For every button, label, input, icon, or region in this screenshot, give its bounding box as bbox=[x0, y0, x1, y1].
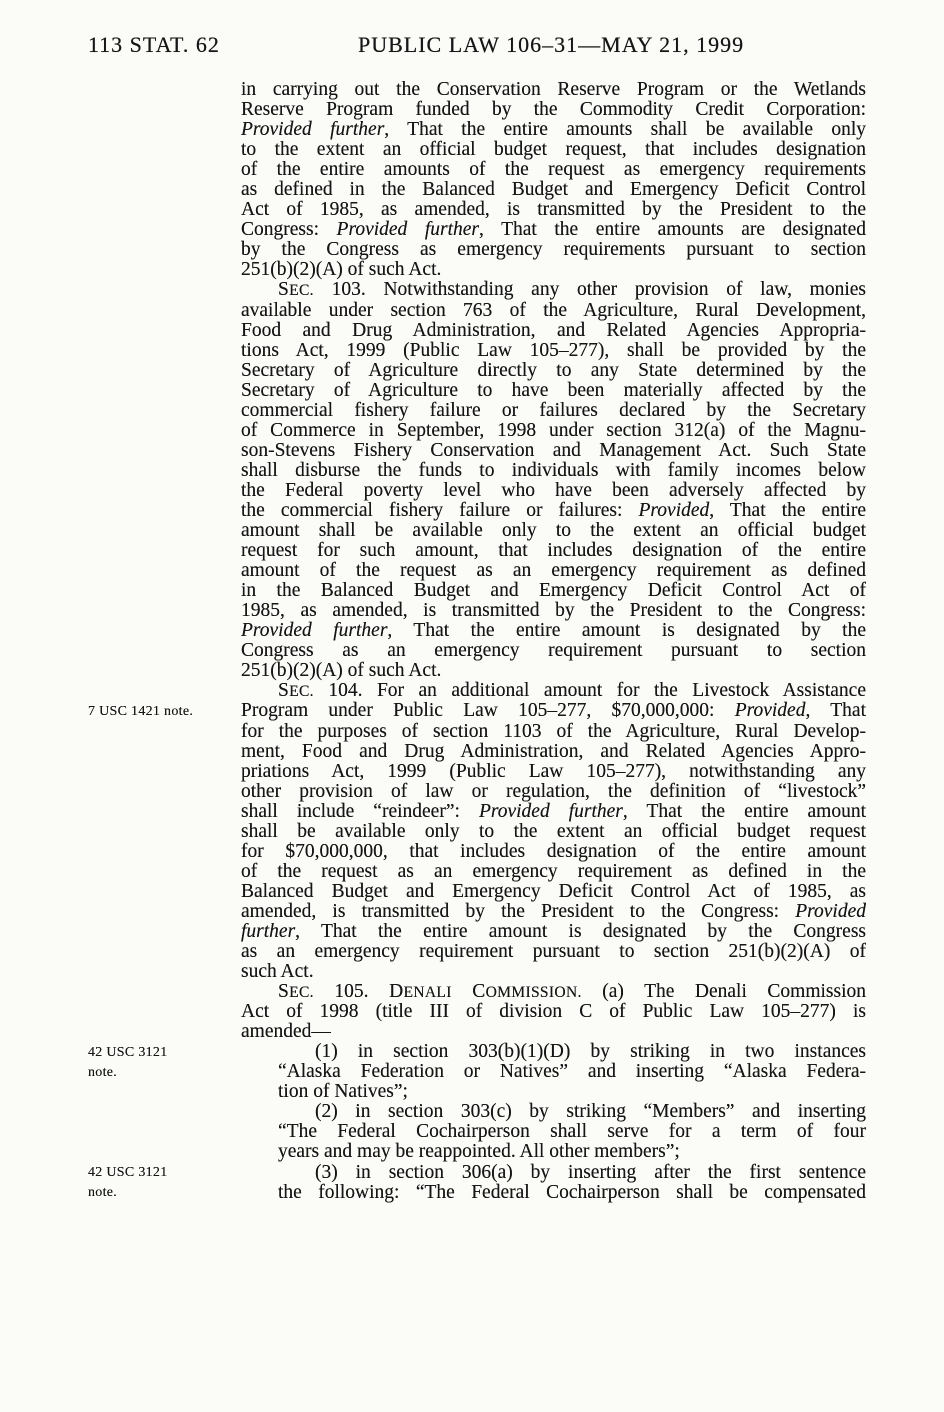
text-line bbox=[241, 1022, 866, 1042]
text-line bbox=[241, 902, 866, 922]
text-segment: years and may be reappointed. All other members”; bbox=[278, 1142, 680, 1163]
text-line bbox=[241, 922, 866, 942]
section-104-paragraph bbox=[241, 681, 866, 982]
text-line bbox=[241, 501, 866, 521]
text-line bbox=[241, 742, 866, 762]
text-line bbox=[241, 100, 866, 120]
small-caps-text: SEC. bbox=[278, 681, 314, 702]
amendment-item-3 bbox=[241, 1163, 866, 1203]
text-segment: as defined in the Balanced Budget and Emergency Deficit Control bbox=[241, 180, 866, 201]
text-segment: Food and Drug Administration, and Related Agencies Appropria- bbox=[241, 320, 866, 341]
text-line bbox=[241, 461, 866, 481]
text-line bbox=[241, 561, 866, 581]
text-segment: (1) in section 303(b)(1)(D) by striking in two instances bbox=[315, 1042, 866, 1063]
italic-text: Provided bbox=[638, 500, 710, 521]
text-line bbox=[241, 982, 866, 1002]
text-line bbox=[241, 260, 866, 280]
text-segment: as an emergency requirement pursuant to section 251(b)(2)(A) of bbox=[241, 942, 866, 963]
text-segment: 1985, as amended, is transmitted by the President to the Congress: bbox=[241, 601, 866, 622]
text-segment: of Commerce in September, 1998 under section 312(a) of the Magnu- bbox=[241, 420, 866, 441]
text-segment: 103. Notwithstanding any other provision of law, monies bbox=[313, 280, 866, 301]
text-line bbox=[241, 140, 866, 160]
margin-note-42-usc-3121-second bbox=[88, 1163, 168, 1203]
text-segment: request for such amount, that includes designation of the entire bbox=[241, 541, 866, 562]
text-segment: amended, is transmitted by the President to the Congress: bbox=[241, 901, 796, 922]
text-line bbox=[241, 120, 866, 140]
text-segment: Congress: bbox=[241, 220, 337, 241]
text-segment: Act of 1998 (title III of division C of Public Law 105–277) is bbox=[241, 1002, 866, 1023]
text-line bbox=[241, 421, 866, 441]
text-segment: amount of the request as an emergency requirement as defined bbox=[241, 561, 866, 582]
text-segment: the commercial fishery failure or failures: bbox=[241, 500, 639, 521]
text-segment: tions Act, 1999 (Public Law 105–277), shall be provided by the bbox=[241, 340, 866, 361]
text-line bbox=[241, 782, 866, 802]
text-segment: , That the entire amount is designated by the bbox=[387, 621, 866, 642]
small-caps-text: COMMISSION. bbox=[472, 982, 582, 1003]
text-segment: of the entire amounts of the request as emergency requirements bbox=[241, 160, 866, 181]
text-segment: , That the entire amount bbox=[622, 801, 866, 822]
text-line bbox=[278, 1042, 866, 1062]
text-line bbox=[241, 381, 866, 401]
italic-text: Provided further bbox=[336, 220, 480, 241]
text-segment: Balanced Budget and Emergency Deficit Control Act of 1985, as bbox=[241, 881, 866, 902]
text-line bbox=[241, 1002, 866, 1022]
text-segment: , That bbox=[805, 701, 866, 722]
margin-note-line: note. bbox=[88, 1185, 118, 1201]
italic-text: Provided further bbox=[241, 621, 388, 642]
text-segment: “The Federal Cochairperson shall serve for a term of four bbox=[278, 1122, 866, 1143]
text-line bbox=[241, 280, 866, 300]
text-segment: amount shall be available only to the extent an official budget bbox=[241, 521, 866, 542]
text-segment bbox=[452, 982, 473, 1002]
text-segment: Secretary of Agriculture to have been materially affected by the bbox=[241, 380, 866, 401]
text-segment: (2) in section 303(c) by striking “Members” and inserting bbox=[315, 1102, 866, 1123]
text-segment: shall be available only to the extent an official budget request bbox=[241, 821, 866, 842]
text-line bbox=[241, 80, 866, 100]
text-segment: , That the entire bbox=[709, 500, 866, 521]
section-103-paragraph bbox=[241, 280, 866, 681]
text-line bbox=[241, 200, 866, 220]
text-segment: ment, Food and Drug Administration, and Related Agencies Appro- bbox=[241, 741, 866, 762]
text-line bbox=[241, 962, 866, 982]
small-caps-text: SEC. bbox=[278, 280, 314, 301]
text-segment: Congress as an emergency requirement pursuant to section bbox=[241, 641, 866, 662]
text-segment: in carrying out the Conservation Reserve Program or the Wetlands bbox=[241, 80, 866, 100]
amendment-item-2 bbox=[241, 1102, 866, 1162]
text-segment: 251(b)(2)(A) of such Act. bbox=[241, 661, 442, 682]
italic-text: Provided bbox=[734, 701, 806, 722]
text-line bbox=[278, 1122, 866, 1142]
text-segment: to the extent an official budget request, that includes designation bbox=[241, 140, 866, 161]
text-segment: by the Congress as emergency requirements pursuant to section bbox=[241, 240, 866, 261]
text-line bbox=[241, 341, 866, 361]
text-segment: such Act. bbox=[241, 962, 314, 983]
continued-paragraph bbox=[241, 80, 866, 280]
body-text-column bbox=[241, 80, 866, 1203]
small-caps-text: SEC. bbox=[278, 982, 314, 1003]
text-segment: , That the entire amount is designated by the Congress bbox=[295, 921, 866, 942]
text-line bbox=[241, 481, 866, 501]
text-segment: Act of 1985, as amended, is transmitted by the President to the bbox=[241, 200, 866, 221]
text-line bbox=[241, 401, 866, 421]
text-segment: (3) in section 306(a) by inserting after the first sentence bbox=[315, 1162, 866, 1183]
text-segment: son-Stevens Fishery Conservation and Management Act. Such State bbox=[241, 440, 866, 461]
text-segment: the Federal poverty level who have been adversely affected by bbox=[241, 480, 866, 501]
text-line bbox=[241, 361, 866, 381]
margin-note-42-usc-3121 bbox=[88, 1043, 168, 1083]
amendment-item-1 bbox=[241, 1042, 866, 1102]
text-line bbox=[241, 581, 866, 601]
text-segment: available under section 763 of the Agriculture, Rural Development, bbox=[241, 300, 866, 321]
statute-page-number: 113 STAT. 62 bbox=[88, 32, 220, 57]
text-line bbox=[241, 681, 866, 701]
text-line bbox=[241, 220, 866, 240]
text-line bbox=[241, 301, 866, 321]
italic-text: Provided further bbox=[241, 120, 385, 141]
text-segment: (a) The Denali Commission bbox=[581, 982, 866, 1003]
text-segment: 104. For an additional amount for the Livestock Assistance bbox=[313, 681, 866, 702]
text-line bbox=[241, 842, 866, 862]
margin-note-line: 42 USC 3121 bbox=[88, 1165, 168, 1180]
text-segment: “Alaska Federation or Natives” and inserting “Alaska Federa- bbox=[278, 1062, 866, 1083]
text-line bbox=[241, 822, 866, 842]
text-line bbox=[241, 762, 866, 782]
text-line bbox=[241, 862, 866, 882]
text-segment: , That the entire amounts shall be available only bbox=[384, 120, 866, 141]
text-line bbox=[278, 1163, 866, 1183]
text-segment: in the Balanced Budget and Emergency Deficit Control Act of bbox=[241, 581, 866, 602]
text-line bbox=[241, 722, 866, 742]
text-segment: shall disburse the funds to individuals with family incomes below bbox=[241, 460, 866, 481]
text-segment: other provision of law or regulation, the definition of “livestock” bbox=[241, 781, 866, 802]
text-line bbox=[278, 1102, 866, 1122]
text-segment: the following: “The Federal Cochairperson shall be compensated bbox=[278, 1182, 866, 1203]
italic-text: further bbox=[241, 921, 296, 942]
text-segment: priations Act, 1999 (Public Law 105–277), notwithstanding any bbox=[241, 761, 866, 782]
text-line bbox=[241, 180, 866, 200]
text-segment: Reserve Program funded by the Commodity Credit Corporation: bbox=[241, 100, 866, 121]
text-segment: amended— bbox=[241, 1022, 331, 1043]
text-segment: Secretary of Agriculture directly to any State determined by the bbox=[241, 360, 866, 381]
text-segment: of the request as an emergency requirement as defined in the bbox=[241, 861, 866, 882]
italic-text: Provided further bbox=[478, 801, 623, 822]
text-segment: shall include “reindeer”: bbox=[241, 801, 479, 822]
italic-text: Provided bbox=[795, 901, 866, 922]
text-line bbox=[241, 641, 866, 661]
text-line bbox=[278, 1062, 866, 1082]
text-line bbox=[241, 601, 866, 621]
text-segment: for the purposes of section 1103 of the Agriculture, Rural Develop- bbox=[241, 721, 866, 742]
text-line bbox=[241, 621, 866, 641]
margin-note-line: note. bbox=[88, 1065, 118, 1081]
section-105-paragraph bbox=[241, 982, 866, 1042]
running-header-title: PUBLIC LAW 106–31—MAY 21, 1999 bbox=[358, 32, 745, 57]
text-segment: 251(b)(2)(A) of such Act. bbox=[241, 260, 442, 281]
text-line bbox=[241, 521, 866, 541]
text-segment: commercial fishery failure or failures declared by the Secretary bbox=[241, 400, 866, 421]
text-line bbox=[241, 160, 866, 180]
text-segment: 105. bbox=[313, 982, 390, 1003]
small-caps-text: DENALI bbox=[389, 982, 452, 1003]
text-line bbox=[278, 1142, 866, 1162]
text-line bbox=[241, 802, 866, 822]
text-segment: , That the entire amounts are designated bbox=[479, 220, 866, 241]
text-line bbox=[241, 321, 866, 341]
text-line bbox=[241, 661, 866, 681]
text-line bbox=[278, 1183, 866, 1203]
text-line bbox=[278, 1082, 866, 1102]
text-line bbox=[241, 441, 866, 461]
text-segment: Program under Public Law 105–277, $70,000,000: bbox=[241, 701, 735, 722]
text-line bbox=[241, 882, 866, 902]
text-segment: tion of Natives”; bbox=[278, 1082, 408, 1103]
text-line bbox=[241, 701, 866, 721]
text-segment: for $70,000,000, that includes designation of the entire amount bbox=[241, 841, 866, 862]
text-line bbox=[241, 541, 866, 561]
text-line bbox=[241, 942, 866, 962]
text-line bbox=[241, 240, 866, 260]
margin-note-line: 42 USC 3121 bbox=[88, 1045, 168, 1060]
margin-note-7-usc-1421: 7 USC 1421 note. bbox=[88, 704, 194, 719]
